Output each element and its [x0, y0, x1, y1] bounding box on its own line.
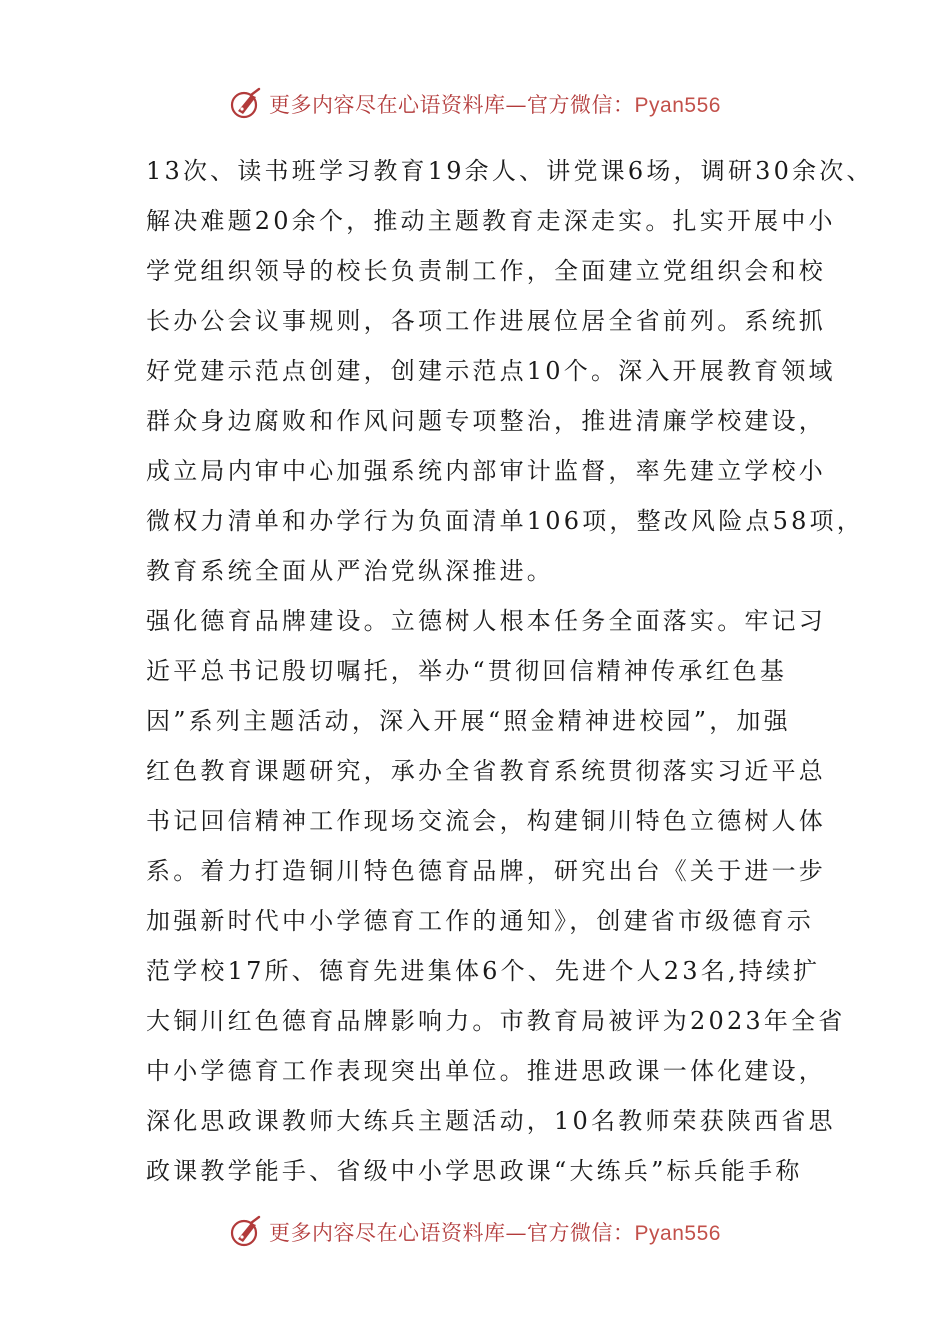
text-line: 加强新时代中小学德育工作的通知》，创建省市级德育示: [146, 907, 814, 935]
text-line: 强化德育品牌建设。立德树人根本任务全面落实。牢记习: [146, 607, 826, 635]
text-line: 大铜川红色德育品牌影响力。市教育局被评为2023年全省: [146, 1007, 846, 1035]
text-line: 微权力清单和办学行为负面清单106项，整改风险点58项，: [146, 507, 864, 535]
text-line: 长办公会议事规则，各项工作进展位居全省前列。系统抓: [146, 307, 826, 335]
text-line: 红色教育课题研究，承办全省教育系统贯彻落实习近平总: [146, 757, 826, 785]
text-line: 教育系统全面从严治党纵深推进。: [146, 557, 554, 585]
text-line: 中小学德育工作表现突出单位。推进思政课一体化建设，: [146, 1057, 826, 1085]
text-line: 成立局内审中心加强系统内部审计监督，率先建立学校小: [146, 457, 826, 485]
wechat-id: Pyan556: [634, 94, 721, 117]
pen-nib-logo-icon: [229, 1215, 263, 1249]
watermark-text: 更多内容尽在心语资料库—官方微信：Pyan556: [269, 1221, 721, 1245]
text-line: 范学校17所、德育先进集体6个、先进个人23名,持续扩: [146, 957, 821, 985]
text-line: 13次、读书班学习教育19余人、讲党课6场，调研30余次、: [146, 157, 874, 185]
text-line: 学党组织领导的校长负责制工作，全面建立党组织会和校: [146, 257, 826, 285]
text-line: 系。着力打造铜川特色德育品牌，研究出台《关于进一步: [146, 857, 826, 885]
text-line: 书记回信精神工作现场交流会，构建铜川特色立德树人体: [146, 807, 826, 835]
header-watermark: [0, 84, 950, 124]
text-line: 解决难题20余个，推动主题教育走深走实。扎实开展中小: [146, 207, 836, 235]
wechat-id: Pyan556: [634, 1222, 721, 1245]
text-line: 政课教学能手、省级中小学思政课“大练兵”标兵能手称: [146, 1157, 803, 1185]
text-line: 深化思政课教师大练兵主题活动，10名教师荣获陕西省思: [146, 1107, 836, 1135]
text-line: 好党建示范点创建，创建示范点10个。深入开展教育领域: [146, 357, 836, 385]
text-line: 近平总书记殷切嘱托，举办“贯彻回信精神传承红色基: [146, 657, 788, 685]
document-body: [146, 146, 874, 1196]
watermark-text: 更多内容尽在心语资料库—官方微信：Pyan556: [269, 93, 721, 117]
text-line: 群众身边腐败和作风问题专项整治，推进清廉学校建设，: [146, 407, 826, 435]
text-line: 因”系列主题活动，深入开展“照金精神进校园”，加强: [146, 707, 791, 735]
footer-watermark: [0, 1212, 950, 1252]
pen-nib-logo-icon: [229, 87, 263, 121]
